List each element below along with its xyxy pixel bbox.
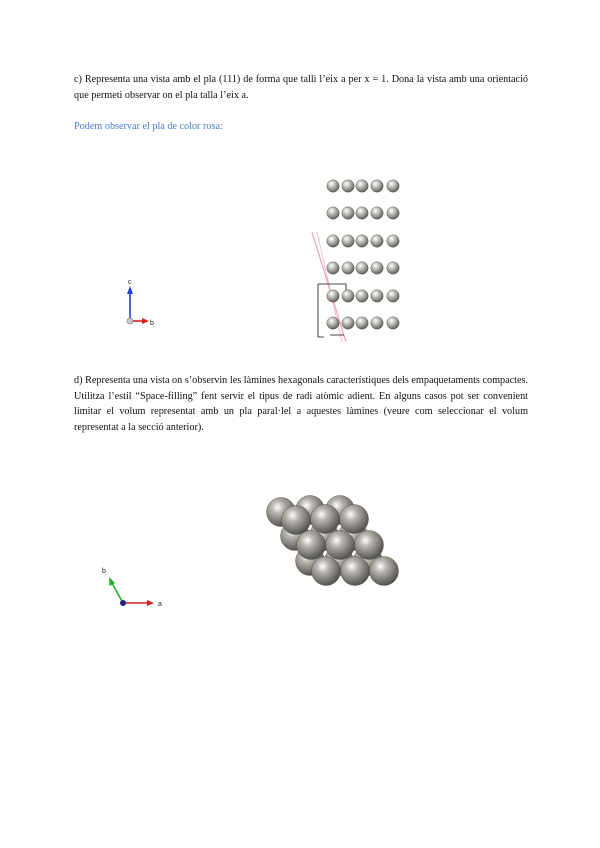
figure1-atom <box>327 207 339 219</box>
figure1-atom <box>356 262 368 274</box>
figure1-structure <box>312 180 399 342</box>
figure1-atom <box>327 235 339 247</box>
figure1-atom <box>356 207 368 219</box>
figure2-atom-front <box>370 557 399 586</box>
figure1-atom <box>356 235 368 247</box>
figure1-atom <box>387 317 399 329</box>
figure1-atom <box>342 235 354 247</box>
figure1-atoms <box>327 180 399 329</box>
section-c-answer: Podem observar el pla de color rosa: <box>74 121 223 132</box>
figure2-atom-front <box>282 506 311 535</box>
figure1-atom <box>387 180 399 192</box>
figure1-atom <box>356 180 368 192</box>
figure1-atom <box>356 317 368 329</box>
figure1-atom <box>387 290 399 302</box>
figure2-atoms <box>267 496 399 586</box>
b-axis-label: b <box>150 320 154 327</box>
figure1-atom <box>327 290 339 302</box>
figure1-atom <box>387 207 399 219</box>
b-axis-arrowhead <box>142 318 149 324</box>
a-axis-label: a <box>158 601 162 608</box>
figure1-atom <box>371 180 383 192</box>
figure2-atom-front <box>311 505 340 534</box>
figure2-atom-front <box>312 557 341 586</box>
figure1-atom <box>371 235 383 247</box>
figure1-atom <box>371 262 383 274</box>
b-axis-label: b <box>102 568 106 575</box>
figure1-atom <box>342 262 354 274</box>
figure1-atom <box>342 317 354 329</box>
section-c-question: c) Representa una vista amb el pla (111) de forma que talli l’eix a per x = 1. Dona la vista amb una orientació que permeti observar on el pla talla l’eix a. <box>74 74 528 101</box>
figure1-atom <box>342 180 354 192</box>
a-axis-arrowhead <box>147 600 154 606</box>
figure1-atom <box>327 262 339 274</box>
c-axis-label: c <box>128 279 132 286</box>
figure1-axes <box>127 279 154 327</box>
section-d-question: d) Representa una vista on s’observin les làmines hexagonals característiques dels empaquetaments compactes. Utilitza l’estil “Space-filling” fent servir el tipus de radi atòmic adient. En alguns casos pot ser convenient limitar el volum representat amb un pla paral·lel a aquestes làmines (veure com seleccionar el volum representat a la secció anterior). <box>74 375 528 433</box>
figure1-atom <box>342 290 354 302</box>
figure2-atom-front <box>355 531 384 560</box>
figure2-axes <box>102 568 162 608</box>
axes-origin <box>127 318 133 324</box>
figure1-atom <box>356 290 368 302</box>
figure2-atom-front <box>326 531 355 560</box>
figure1-atom <box>387 235 399 247</box>
figure2-atom-front <box>297 531 326 560</box>
figure2-atom-front <box>340 505 369 534</box>
figure1-atom <box>342 207 354 219</box>
figure1-atom <box>371 317 383 329</box>
figure1-atom <box>327 180 339 192</box>
figure1-atom <box>387 262 399 274</box>
figure2-atom-front <box>341 557 370 586</box>
axes-origin <box>120 600 126 606</box>
figure1-atom <box>371 290 383 302</box>
figure1-atom <box>327 317 339 329</box>
figure1-atom <box>371 207 383 219</box>
c-axis-arrowhead <box>127 286 133 294</box>
